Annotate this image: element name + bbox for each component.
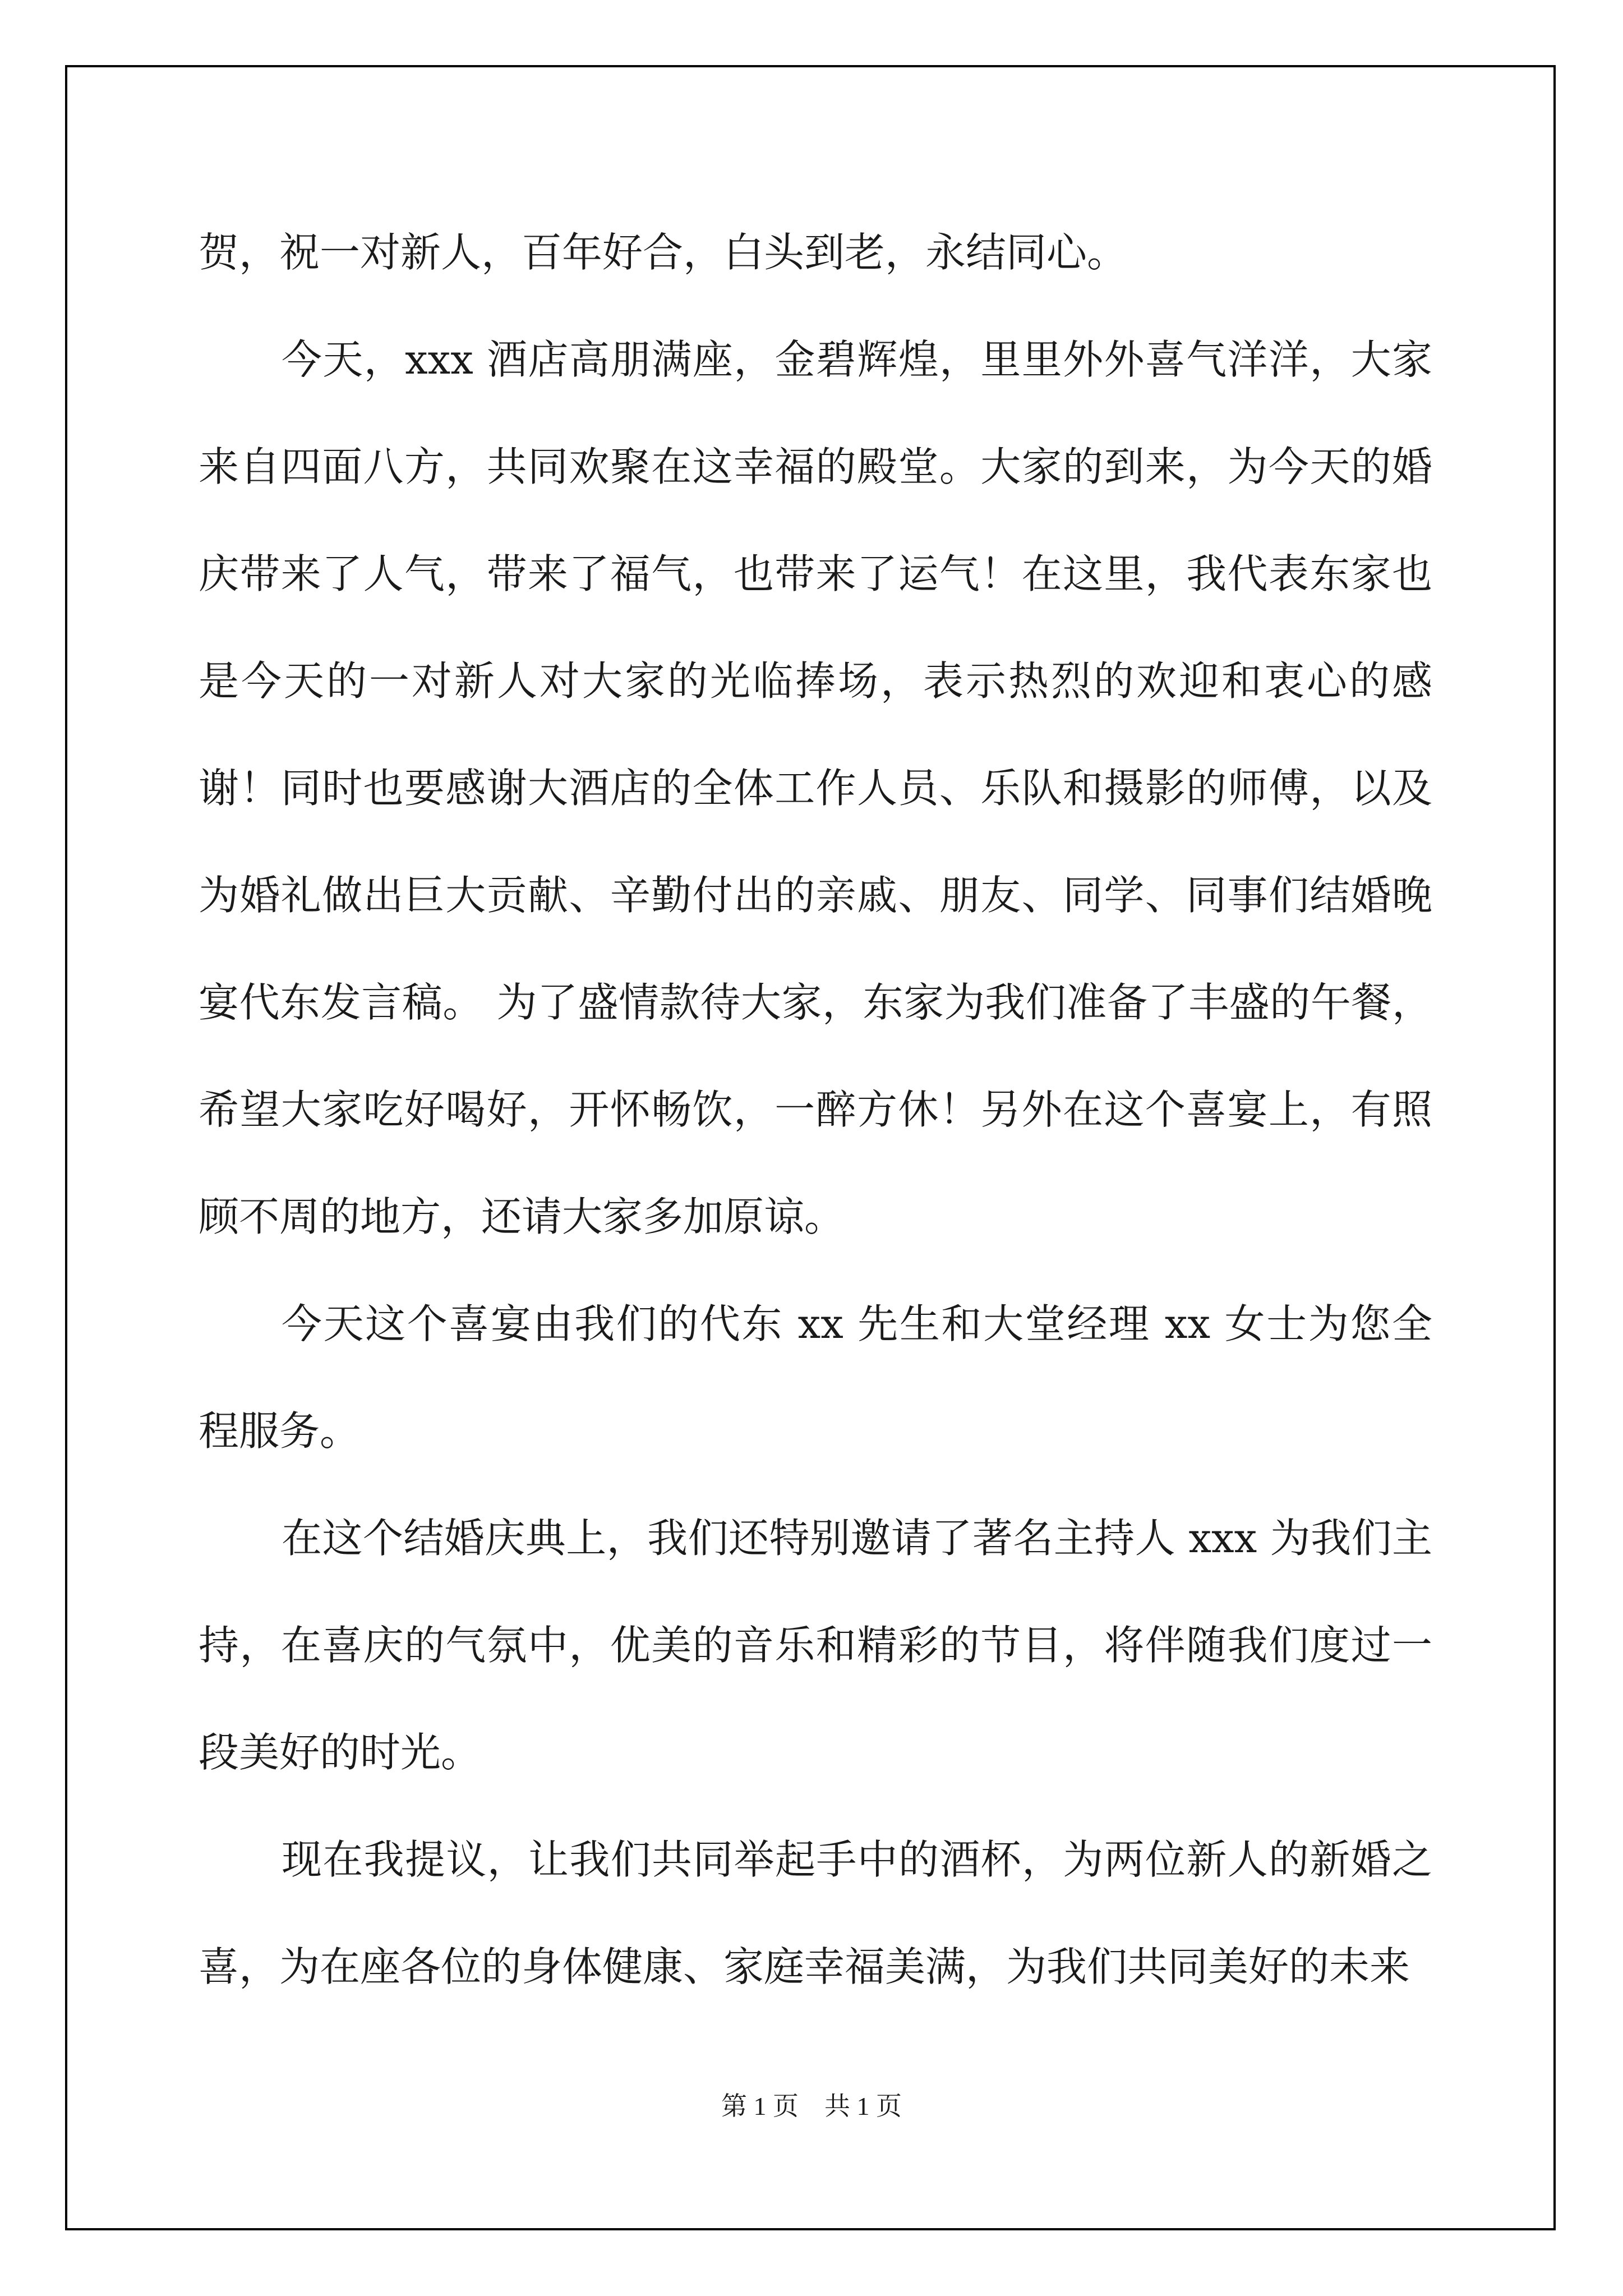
paragraph: 现在我提议，让我们共同举起手中的酒杯，为两位新人的新婚之喜，为在座各位的身体健康、家庭幸福美满，为我们共同美好的未来 [199, 1836, 1432, 1990]
paragraph: 今天这个喜宴由我们的代东 xx 先生和大堂经理 xx 女士为您全程服务。 [199, 1300, 1432, 1455]
paragraph: 在这个结婚庆典上，我们还特别邀请了著名主持人 xxx 为我们主持，在喜庆的气氛中，优美的音乐和精彩的节目，将伴随我们度过一段美好的时光。 [199, 1515, 1432, 1776]
paragraph: 今天，xxx 酒店高朋满座，金碧辉煌，里里外外喜气洋洋，大家来自四面八方，共同欢聚在这幸福的殿堂。大家的到来，为今天的婚庆带来了人气，带来了福气，也带来了运气！在这里，我代表东家也是今天的一对新人对大家的光临捧场，表示热烈的欢迎和衷心的感谢！同时也要感谢大酒店的全体工作人员、乐队和摄影的师傅，以及为婚礼做出巨大贡献、辛勤付出的亲戚、朋友、同学、同事们结婚晚宴代东发言稿。 为了盛情款待大家，东家为我们准备了丰盛的午餐，希望大家吃好喝好，开怀畅饮，一醉方休！另外在这个喜宴上，有照顾不周的地方，还请大家多加原谅。 [199, 336, 1432, 1240]
document-body [199, 199, 1432, 2021]
page-footer: 第 1 页 共 1 页 [721, 2092, 902, 2120]
paragraph: 贺，祝一对新人，百年好合，白头到老，永结同心。 [199, 229, 1128, 276]
